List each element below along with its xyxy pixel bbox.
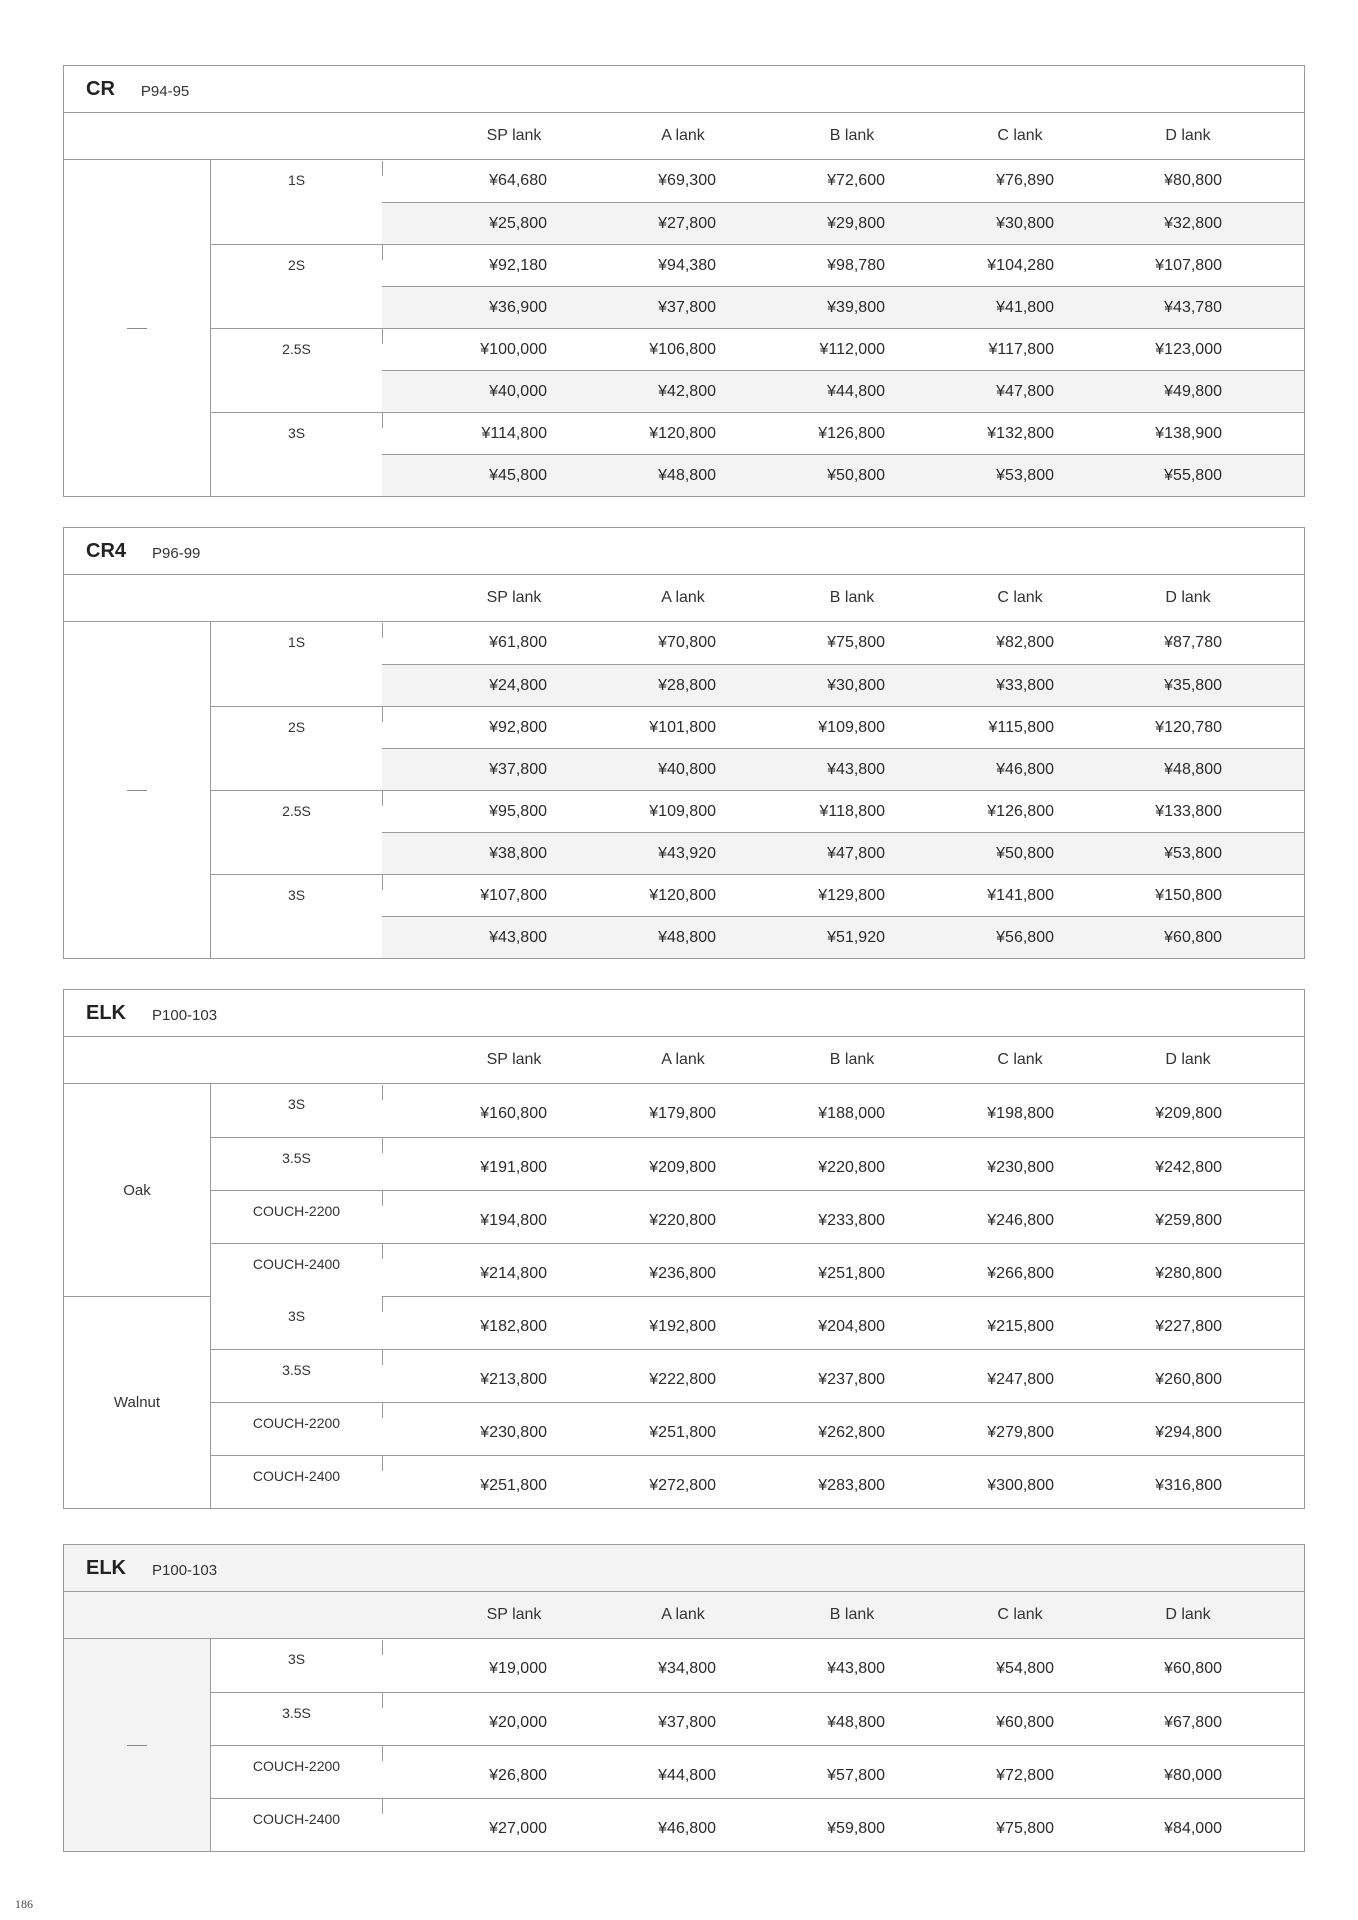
section-name: CR — [86, 77, 115, 100]
price-cell: ¥75,800 — [827, 634, 885, 651]
price-cell: ¥44,800 — [658, 1767, 716, 1784]
price-section — [63, 527, 1305, 959]
size-label: 1S — [287, 172, 306, 188]
rank-header-cell: C lank — [997, 1606, 1043, 1623]
price-cell: ¥115,800 — [988, 719, 1054, 736]
price-cell: ¥279,800 — [987, 1424, 1054, 1441]
price-cell: ¥272,800 — [649, 1477, 716, 1494]
price-cell: ¥40,800 — [658, 761, 716, 778]
size-label: 2S — [211, 706, 382, 790]
price-row — [382, 1349, 1304, 1402]
group-label-text: Oak — [123, 1181, 151, 1199]
dash-mark — [127, 1745, 147, 1746]
price-cell: ¥204,800 — [818, 1318, 885, 1335]
price-cell: ¥30,800 — [996, 215, 1054, 232]
price-cell: ¥100,000 — [480, 341, 547, 358]
price-cell: ¥251,800 — [649, 1424, 716, 1441]
group-label — [64, 622, 211, 958]
price-cell: ¥112,000 — [819, 341, 885, 358]
price-cell: ¥280,800 — [1155, 1265, 1222, 1282]
price-cell: ¥120,800 — [649, 887, 716, 904]
price-cell: ¥220,800 — [649, 1212, 716, 1229]
price-cell: ¥43,800 — [827, 761, 885, 778]
size-label: 3S — [287, 1308, 306, 1324]
price-cell: ¥126,800 — [818, 425, 885, 442]
price-cell: ¥259,800 — [1155, 1212, 1222, 1229]
price-cell: ¥101,800 — [649, 719, 716, 736]
price-row — [382, 1402, 1304, 1455]
rank-header-cell: A lank — [661, 127, 705, 144]
rank-header-cell: B lank — [829, 1051, 875, 1068]
price-cell: ¥72,800 — [996, 1767, 1054, 1784]
section-header — [64, 1545, 1304, 1592]
price-cell: ¥233,800 — [818, 1212, 885, 1229]
price-row — [382, 286, 1304, 328]
price-cell: ¥80,800 — [1164, 172, 1222, 189]
price-cell: ¥209,800 — [1155, 1105, 1222, 1122]
price-cell: ¥182,800 — [480, 1318, 547, 1335]
size-label: 3S — [211, 874, 382, 958]
price-cell: ¥40,000 — [489, 383, 547, 400]
rank-header-cell: SP lank — [486, 127, 542, 144]
price-cell: ¥294,800 — [1155, 1424, 1222, 1441]
price-row — [382, 244, 1304, 286]
price-cell: ¥54,800 — [996, 1660, 1054, 1677]
price-row — [382, 454, 1304, 496]
section-body — [64, 1084, 1304, 1508]
price-cell: ¥29,800 — [827, 215, 885, 232]
price-row — [382, 1084, 1304, 1137]
price-row — [382, 622, 1304, 664]
price-cell: ¥48,800 — [1164, 761, 1222, 778]
price-cell: ¥191,800 — [480, 1159, 547, 1176]
price-cell: ¥251,800 — [818, 1265, 885, 1282]
rank-header-cell: D lank — [1165, 127, 1211, 144]
price-cell: ¥61,800 — [489, 634, 547, 651]
price-row — [382, 664, 1304, 706]
price-cell: ¥132,800 — [987, 425, 1054, 442]
price-cell: ¥53,800 — [996, 467, 1054, 484]
price-cell: ¥150,800 — [1155, 887, 1222, 904]
size-label: 3.5S — [211, 1692, 382, 1745]
price-section — [63, 989, 1305, 1509]
price-row — [382, 1798, 1304, 1851]
section-header — [64, 990, 1304, 1037]
price-cell: ¥50,800 — [827, 467, 885, 484]
rank-header-row — [64, 575, 1304, 622]
price-cell: ¥50,800 — [996, 845, 1054, 862]
price-cell: ¥46,800 — [658, 1820, 716, 1837]
price-cell: ¥227,800 — [1155, 1318, 1222, 1335]
group-label — [64, 1296, 211, 1508]
price-cell: ¥266,800 — [987, 1265, 1054, 1282]
size-label: 2.5S — [211, 790, 382, 874]
price-row — [382, 832, 1304, 874]
rank-header-cell: B lank — [829, 1606, 875, 1623]
price-cell: ¥39,800 — [827, 299, 885, 316]
price-cell: ¥129,800 — [818, 887, 885, 904]
rank-header-row — [64, 1592, 1304, 1639]
rank-header-cell: D lank — [1165, 1606, 1211, 1623]
price-cell: ¥283,800 — [818, 1477, 885, 1494]
price-cell: ¥35,800 — [1164, 677, 1222, 694]
size-label: COUCH-2200 — [211, 1745, 382, 1798]
price-cell: ¥117,800 — [988, 341, 1054, 358]
price-cell: ¥70,800 — [658, 634, 716, 651]
group-label — [64, 1084, 211, 1296]
price-cell: ¥27,000 — [489, 1820, 547, 1837]
price-row — [382, 1692, 1304, 1745]
price-cell: ¥42,800 — [658, 383, 716, 400]
section-page-ref: P100-103 — [152, 1561, 218, 1579]
price-cell: ¥49,800 — [1164, 383, 1222, 400]
price-cell: ¥41,800 — [996, 299, 1054, 316]
price-cell: ¥43,920 — [658, 845, 716, 862]
price-row — [382, 790, 1304, 832]
price-cell: ¥34,800 — [658, 1660, 716, 1677]
price-cell: ¥194,800 — [480, 1212, 547, 1229]
price-cell: ¥27,800 — [658, 215, 716, 232]
section-body — [64, 1639, 1304, 1851]
price-cell: ¥114,800 — [481, 425, 547, 442]
size-label: 1S — [287, 634, 306, 650]
rank-header-cell: D lank — [1165, 589, 1211, 606]
price-row — [382, 1745, 1304, 1798]
price-cell: ¥95,800 — [489, 803, 547, 820]
price-row — [382, 874, 1304, 916]
page-number: 186 — [15, 1897, 33, 1911]
price-cell: ¥92,800 — [489, 719, 547, 736]
price-cell: ¥76,890 — [996, 172, 1054, 189]
price-cell: ¥92,180 — [489, 257, 547, 274]
price-cell: ¥48,800 — [658, 467, 716, 484]
section-page-ref: P96-99 — [152, 544, 201, 562]
price-cell: ¥192,800 — [649, 1318, 716, 1335]
price-cell: ¥26,800 — [489, 1767, 547, 1784]
price-cell: ¥188,000 — [818, 1105, 885, 1122]
price-row — [382, 1639, 1304, 1692]
section-body — [64, 622, 1304, 958]
section-name: CR4 — [86, 539, 127, 562]
section-header — [64, 66, 1304, 113]
price-cell: ¥107,800 — [1155, 257, 1222, 274]
price-cell: ¥123,000 — [1155, 341, 1222, 358]
price-cell: ¥246,800 — [987, 1212, 1054, 1229]
price-cell: ¥118,800 — [819, 803, 885, 820]
price-cell: ¥316,800 — [1155, 1477, 1222, 1494]
price-cell: ¥222,800 — [649, 1371, 716, 1388]
price-cell: ¥230,800 — [987, 1159, 1054, 1176]
price-cell: ¥44,800 — [827, 383, 885, 400]
price-row — [382, 1243, 1304, 1296]
price-cell: ¥69,300 — [658, 172, 716, 189]
group-label-text: Walnut — [113, 1394, 161, 1411]
size-label: COUCH-2400 — [211, 1243, 382, 1296]
section-name: ELK — [86, 1556, 126, 1579]
section-page-ref: P100-103 — [152, 1006, 218, 1024]
price-cell: ¥33,800 — [996, 677, 1054, 694]
price-cell: ¥80,000 — [1164, 1767, 1222, 1784]
size-label: 3S — [287, 1651, 306, 1667]
rank-header-cell: A lank — [661, 589, 705, 606]
price-cell: ¥43,800 — [827, 1660, 885, 1677]
price-cell: ¥20,000 — [489, 1714, 547, 1731]
price-section — [63, 65, 1305, 497]
rank-header-row — [64, 1037, 1304, 1084]
price-cell: ¥19,000 — [489, 1660, 547, 1677]
price-row — [382, 1137, 1304, 1190]
price-cell: ¥46,800 — [996, 761, 1054, 778]
price-cell: ¥260,800 — [1155, 1371, 1222, 1388]
price-cell: ¥220,800 — [818, 1159, 885, 1176]
price-cell: ¥109,800 — [649, 803, 716, 820]
price-cell: ¥47,800 — [827, 845, 885, 862]
rank-header-cell: SP lank — [486, 1051, 542, 1068]
price-cell: ¥38,800 — [489, 845, 547, 862]
price-row — [382, 916, 1304, 958]
price-cell: ¥98,780 — [827, 257, 885, 274]
price-cell: ¥179,800 — [649, 1105, 716, 1122]
price-cell: ¥120,800 — [649, 425, 716, 442]
price-row — [382, 748, 1304, 790]
price-cell: ¥67,800 — [1164, 1714, 1222, 1731]
rank-header-cell: SP lank — [486, 589, 542, 606]
price-cell: ¥37,800 — [658, 299, 716, 316]
price-cell: ¥236,800 — [649, 1265, 716, 1282]
rank-header-cell: C lank — [997, 1051, 1043, 1068]
price-cell: ¥214,800 — [480, 1265, 547, 1282]
price-cell: ¥37,800 — [658, 1714, 716, 1731]
price-cell: ¥84,000 — [1164, 1820, 1222, 1837]
rank-header-cell: B lank — [829, 127, 875, 144]
price-row — [382, 328, 1304, 370]
price-cell: ¥262,800 — [818, 1424, 885, 1441]
price-cell: ¥160,800 — [480, 1105, 547, 1122]
price-row — [382, 160, 1304, 202]
price-cell: ¥215,800 — [987, 1318, 1054, 1335]
rank-header-cell: A lank — [661, 1606, 705, 1623]
price-cell: ¥82,800 — [996, 634, 1054, 651]
size-label: COUCH-2400 — [211, 1798, 382, 1851]
price-row — [382, 706, 1304, 748]
price-row — [382, 202, 1304, 244]
price-cell: ¥60,800 — [1164, 929, 1222, 946]
group-label — [64, 160, 211, 496]
price-cell: ¥24,800 — [489, 677, 547, 694]
price-cell: ¥87,780 — [1164, 634, 1222, 651]
price-cell: ¥300,800 — [987, 1477, 1054, 1494]
size-label: 3S — [211, 412, 382, 496]
rank-header-row — [64, 113, 1304, 160]
price-cell: ¥48,800 — [827, 1714, 885, 1731]
size-label: 3S — [287, 1096, 306, 1112]
size-label: 2.5S — [211, 328, 382, 412]
price-cell: ¥126,800 — [987, 803, 1054, 820]
price-cell: ¥43,780 — [1164, 299, 1222, 316]
price-row — [382, 370, 1304, 412]
price-cell: ¥242,800 — [1155, 1159, 1222, 1176]
section-name: ELK — [86, 1001, 126, 1024]
price-cell: ¥47,800 — [996, 383, 1054, 400]
price-cell: ¥56,800 — [996, 929, 1054, 946]
price-cell: ¥55,800 — [1164, 467, 1222, 484]
price-cell: ¥36,900 — [489, 299, 547, 316]
price-cell: ¥60,800 — [996, 1714, 1054, 1731]
price-cell: ¥30,800 — [827, 677, 885, 694]
price-cell: ¥53,800 — [1164, 845, 1222, 862]
price-cell: ¥138,900 — [1155, 425, 1222, 442]
price-section — [63, 1544, 1305, 1852]
section-body — [64, 160, 1304, 496]
rank-header-cell: C lank — [997, 589, 1043, 606]
price-cell: ¥57,800 — [827, 1767, 885, 1784]
size-label: 3.5S — [211, 1137, 382, 1190]
price-cell: ¥51,920 — [827, 929, 885, 946]
price-cell: ¥141,800 — [987, 887, 1054, 904]
dash-mark — [127, 328, 147, 329]
price-cell: ¥247,800 — [987, 1371, 1054, 1388]
rank-header-cell: C lank — [997, 127, 1043, 144]
price-cell: ¥60,800 — [1164, 1660, 1222, 1677]
size-label: COUCH-2400 — [211, 1455, 382, 1508]
price-cell: ¥72,600 — [827, 172, 885, 189]
price-cell: ¥45,800 — [489, 467, 547, 484]
price-cell: ¥28,800 — [658, 677, 716, 694]
section-header — [64, 528, 1304, 575]
price-cell: ¥120,780 — [1155, 719, 1222, 736]
price-row — [382, 1296, 1304, 1349]
price-cell: ¥48,800 — [658, 929, 716, 946]
price-cell: ¥230,800 — [480, 1424, 547, 1441]
size-label: 3.5S — [211, 1349, 382, 1402]
price-cell: ¥106,800 — [649, 341, 716, 358]
price-cell: ¥32,800 — [1164, 215, 1222, 232]
price-cell: ¥59,800 — [827, 1820, 885, 1837]
price-cell: ¥133,800 — [1155, 803, 1222, 820]
price-cell: ¥107,800 — [480, 887, 547, 904]
price-row — [382, 1190, 1304, 1243]
price-cell: ¥209,800 — [649, 1159, 716, 1176]
rank-header-cell: A lank — [661, 1051, 705, 1068]
price-row — [382, 412, 1304, 454]
price-cell: ¥251,800 — [480, 1477, 547, 1494]
price-cell: ¥104,280 — [987, 257, 1054, 274]
section-page-ref: P94-95 — [140, 82, 190, 100]
rank-header-cell: SP lank — [486, 1606, 542, 1623]
size-label: 2S — [211, 244, 382, 328]
rank-header-cell: B lank — [829, 589, 875, 606]
size-label: COUCH-2200 — [211, 1402, 382, 1455]
price-cell: ¥94,380 — [658, 257, 716, 274]
price-cell: ¥237,800 — [818, 1371, 885, 1388]
dash-mark — [127, 790, 147, 791]
price-cell: ¥37,800 — [489, 761, 547, 778]
size-label: COUCH-2200 — [211, 1190, 382, 1243]
price-cell: ¥213,800 — [480, 1371, 547, 1388]
group-label — [64, 1639, 211, 1851]
price-cell: ¥64,680 — [489, 172, 547, 189]
price-cell: ¥75,800 — [996, 1820, 1054, 1837]
price-cell: ¥25,800 — [489, 215, 547, 232]
price-cell: ¥109,800 — [818, 719, 885, 736]
price-row — [382, 1455, 1304, 1508]
rank-header-cell: D lank — [1165, 1051, 1211, 1068]
price-cell: ¥198,800 — [987, 1105, 1054, 1122]
price-cell: ¥43,800 — [489, 929, 547, 946]
